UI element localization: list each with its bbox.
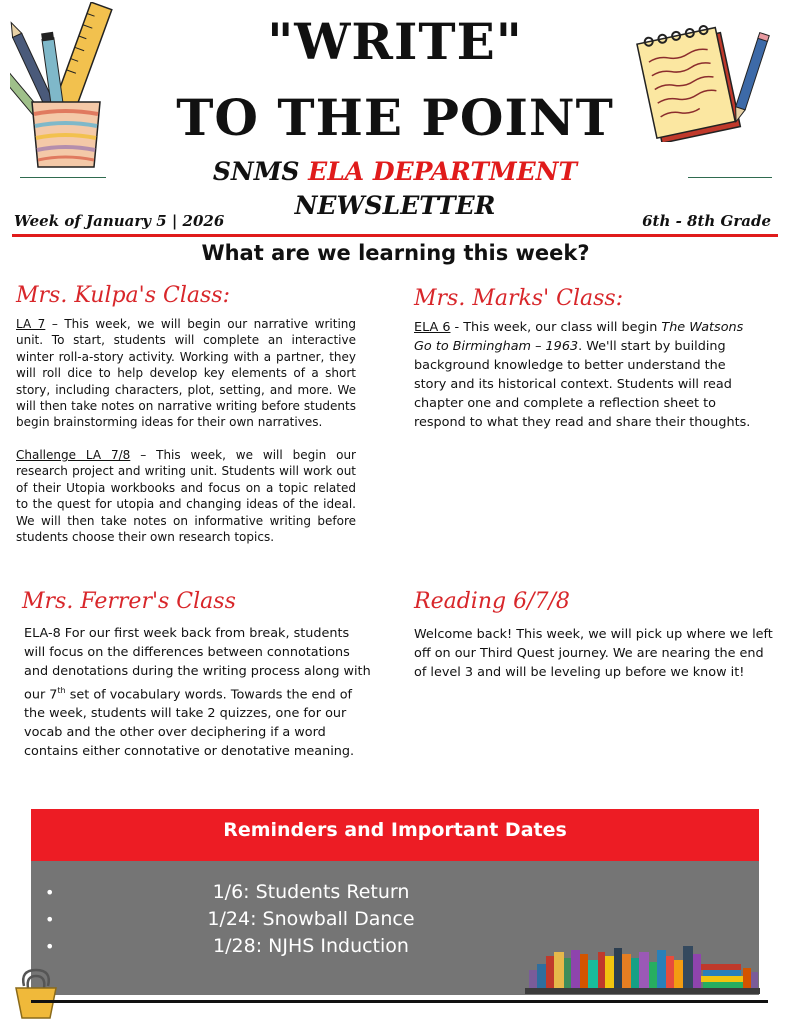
reminder-text: 1/24: Snowball Dance (207, 908, 415, 930)
kulpa-la7-text: – This week, we will begin our narrative writing unit. To start, students will complete an interactive winter roll-a-story activity. Working with a partner, they will roll dice to help develop key elements of a short story, including characters, plot, setting, and more. We will then take notes on narrative writing before students begin brainstorming ideas for their own narratives. (16, 317, 356, 430)
marks-heading: Mrs. Marks' Class: (414, 286, 624, 311)
kulpa-challenge-text: – This week, we will begin our research project and writing unit. Students will work out of their Utopia workbooks and focus on a topic related to the quest for utopia and changing ideas of the ideal. We will then take notes on informative writing before students choose their own research topics. (16, 448, 356, 545)
subtitle-divider-right (688, 177, 772, 178)
ferrer-paragraph (24, 624, 374, 761)
book-stack-icon (525, 942, 760, 994)
ferrer-superscript: th (57, 686, 66, 695)
section-headline: What are we learning this week? (201, 241, 590, 265)
list-item (31, 906, 759, 933)
notepad-pencil-icon (630, 22, 770, 142)
bullet-icon: • (45, 910, 55, 929)
marks-text-after: . We'll start by building background knowledge to better understand the story and its historical context. Students will read chapter one and complete a reflection sheet to respond to what they read and share their thoughts. (414, 339, 751, 430)
bullet-icon: • (45, 937, 55, 956)
marks-book-title: The Watsons Go to Birmingham – 1963 (414, 320, 744, 354)
reminder-text: 1/6: Students Return (212, 881, 410, 903)
reading-paragraph: Welcome back! This week, we will pick up where we left off on our Third Quest journey. We are nearing the end of level 3 and will be leveling up before we know it! (414, 627, 773, 680)
reminder-text: 1/28: NJHS Induction (213, 935, 409, 957)
footer-divider (31, 1000, 768, 1003)
marks-paragraph (414, 318, 754, 432)
week-date: Week of January 5 | 2026 (14, 212, 225, 230)
kulpa-heading: Mrs. Kulpa's Class: (16, 283, 230, 308)
binder-clip-icon (10, 966, 62, 1022)
subtitle-divider-left (20, 177, 106, 178)
pencil-cup-icon (10, 2, 120, 172)
newsletter-title-line2: TO THE POINT (176, 88, 614, 147)
kulpa-challenge-paragraph (16, 447, 356, 545)
list-item (31, 879, 759, 906)
ferrer-heading: Mrs. Ferrer's Class (22, 589, 236, 614)
reading-heading: Reading 6/7/8 (414, 589, 570, 614)
reminders-title: Reminders and Important Dates (31, 809, 759, 861)
marks-ela6-label: ELA 6 (414, 320, 451, 335)
bullet-icon: • (45, 883, 55, 902)
newsletter-title-line1: "WRITE" (267, 12, 523, 71)
ferrer-text-before: ELA-8 For our first week back from break, students will focus on the differences between connotations and denotations during the writing process along with our 7 (24, 626, 371, 703)
kulpa-challenge-label: Challenge LA 7/8 (16, 448, 131, 462)
ferrer-text-after: set of vocabulary words. Towards the end of the week, students will take 2 quizzes, one for our vocab and the other over deciphering if a word contains either connotative or denotative meaning. (24, 687, 355, 760)
subtitle-department: ELA DEPARTMENT (308, 157, 578, 186)
subtitle-suffix: NEWSLETTER (294, 191, 496, 220)
header-divider (12, 234, 778, 237)
kulpa-la7-paragraph (16, 316, 356, 431)
marks-text-before: - This week, our class will begin (450, 320, 662, 335)
kulpa-la7-label: LA 7 (16, 317, 46, 331)
subtitle-prefix: SNMS (212, 157, 309, 186)
grade-range: 6th - 8th Grade (642, 212, 771, 230)
